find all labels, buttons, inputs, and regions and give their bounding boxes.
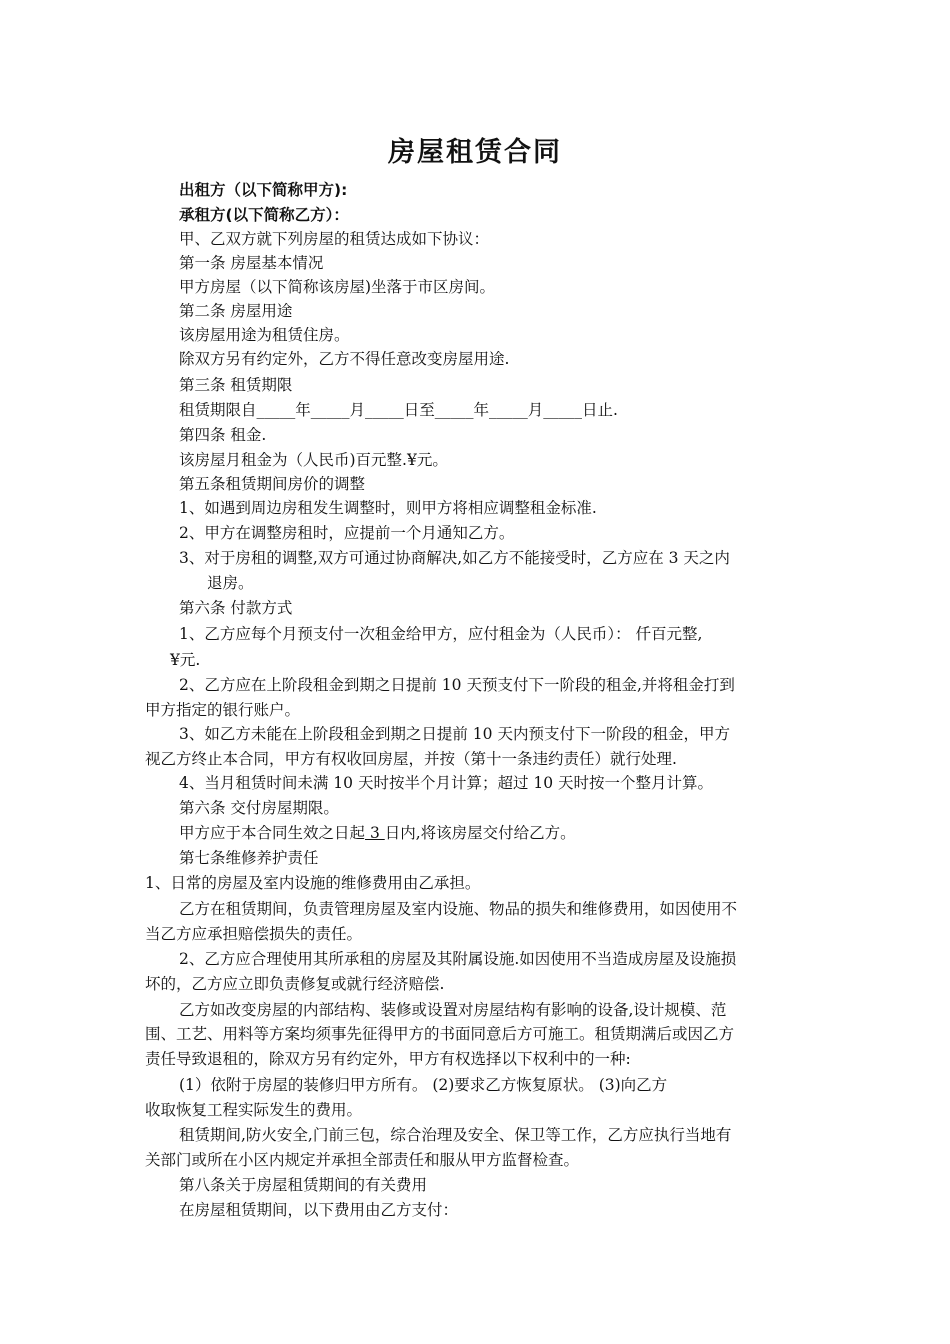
lessee-line: 承租方(以下简称乙方）： xyxy=(179,206,349,224)
delivery-line xyxy=(179,823,576,843)
article-3-heading: 第三条 租赁期限 xyxy=(179,376,293,394)
lease-term-line: 租赁期限自_____年_____月_____日至_____年_____月_____日止. xyxy=(179,401,618,419)
paragraph-line: 收取恢复工程实际发生的费用。 xyxy=(145,1101,363,1119)
article-8-heading: 第八条关于房屋租赁期间的有关费用 xyxy=(179,1176,428,1194)
document-title: 房屋租赁合同 xyxy=(388,137,562,168)
list-item: 4、当月租赁时间未满 10 天时按半个月计算；超过 10 天时按一个整月计算。 xyxy=(179,774,714,792)
paragraph-line: 责任导致退租的，除双方另有约定外，甲方有权选择以下权利中的一种: xyxy=(145,1050,631,1068)
article-5-heading: 第五条租赁期间房价的调整 xyxy=(179,475,366,493)
list-item: 2、乙方应在上阶段租金到期之日提前 10 天预支付下一阶段的租金,并将租金打到 xyxy=(179,676,735,694)
article-1-heading: 第一条 房屋基本情况 xyxy=(179,254,324,272)
article-4-heading: 第四条 租金. xyxy=(179,426,267,444)
paragraph-line: 租赁期间,防火安全,门前三包，综合治理及安全、保卫等工作，乙方应执行当地有 xyxy=(179,1126,732,1144)
list-item-continuation: 退房。 xyxy=(207,574,254,592)
paragraph-line: 甲方房屋（以下简称该房屋)坐落于市区房间。 xyxy=(179,278,496,296)
paragraph-line: 在房屋租赁期间，以下费用由乙方支付： xyxy=(179,1201,459,1219)
list-item: 3、如乙方未能在上阶段租金到期之日提前 10 天内预支付下一阶段的租金，甲方 xyxy=(179,725,730,743)
paragraph-line: 乙方在租赁期间，负责管理房屋及室内设施、物品的损失和维修费用，如因使用不 xyxy=(179,900,738,918)
list-item: 1、日常的房屋及室内设施的维修费用由乙承担。 xyxy=(145,874,481,892)
article-7-heading: 第七条维修养护责任 xyxy=(179,849,319,867)
article-6b-heading: 第六条 交付房屋期限。 xyxy=(179,799,339,817)
list-item-continuation: 视乙方终止本合同，甲方有权收回房屋，并按（第十一条违约责任）就行处理. xyxy=(145,750,677,768)
delivery-text-end: 日内,将该房屋交付给乙方。 xyxy=(384,824,576,842)
paragraph-line: 2、乙方应合理使用其所承租的房屋及其附属设施.如因使用不当造成房屋及设施损 xyxy=(179,950,737,968)
paragraph-line: 关部门或所在小区内规定并承担全部责任和服从甲方监督检查。 xyxy=(145,1151,580,1169)
list-item: 2、甲方在调整房租时，应提前一个月通知乙方。 xyxy=(179,524,515,542)
list-item: 1、乙方应每个月预支付一次租金给甲方，应付租金为（人民币）： 仟百元整, xyxy=(179,625,703,643)
options-line: (1）依附于房屋的装修归甲方所有。 (2)要求乙方恢复原状。 (3)向乙方 xyxy=(179,1076,668,1094)
article-2-heading: 第二条 房屋用途 xyxy=(179,302,293,320)
paragraph-line: 围、工艺、用料等方案均须事先征得甲方的书面同意后方可施工。租赁期满后或因乙方 xyxy=(145,1025,735,1043)
list-item-continuation: ¥元. xyxy=(170,651,201,669)
delivery-days-value: 3 xyxy=(365,824,385,842)
paragraph-line: 该房屋用途为租赁住房。 xyxy=(179,326,350,344)
paragraph-line: 当乙方应承担赔偿损失的责任。 xyxy=(145,925,363,943)
paragraph-line: 坏的，乙方应立即负责修复或就行经济赔偿. xyxy=(145,975,445,993)
delivery-text-start: 甲方应于本合同生效之日起 xyxy=(179,824,366,842)
lessor-line: 出租方（以下简称甲方): xyxy=(179,181,348,199)
paragraph-line: 该房屋月租金为（人民币)百元整.¥元。 xyxy=(179,451,448,469)
paragraph-line: 乙方如改变房屋的内部结构、装修或设置对房屋结构有影响的设备,设计规模、范 xyxy=(179,1001,727,1019)
list-item: 3、对于房租的调整,双方可通过协商解决,如乙方不能接受时，乙方应在 3 天之内 xyxy=(179,549,730,567)
list-item: 1、如遇到周边房租发生调整时，则甲方将相应调整租金标准. xyxy=(179,499,597,517)
article-6-heading: 第六条 付款方式 xyxy=(179,599,293,617)
agreement-intro: 甲、乙双方就下列房屋的租赁达成如下协议： xyxy=(179,230,490,248)
paragraph-line: 除双方另有约定外，乙方不得任意改变房屋用途. xyxy=(179,350,510,368)
list-item-continuation: 甲方指定的银行账户。 xyxy=(145,701,301,719)
